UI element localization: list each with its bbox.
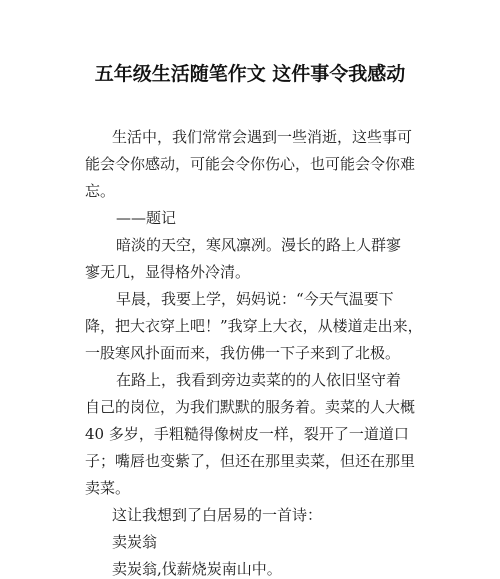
paragraph-line: 能会令你感动，可能会令你伤心，也可能会令你难 <box>85 155 416 173</box>
poem-line: 卖炭翁,伐薪烧炭南山中。 <box>112 560 282 578</box>
paragraph-line: 寥无几，显得格外冷清。 <box>85 263 251 281</box>
paragraph-line: 忘。 <box>85 182 116 200</box>
paragraph-line: 卖菜。 <box>85 479 131 497</box>
paragraph-line: 子；嘴唇也变紫了，但还在那里卖菜，但还在那里 <box>85 452 416 470</box>
paragraph-line: 一股寒风扑面而来，我仿佛一下子来到了北极。 <box>85 344 401 362</box>
paragraph-line: 自己的岗位，为我们默默的服务着。卖菜的人大概 <box>85 398 416 416</box>
paragraph-line: 暗淡的天空，寒风凛冽。漫长的路上人群寥 <box>116 236 402 254</box>
document-title: 五年级生活随笔作文 这件事令我感动 <box>94 63 406 85</box>
paragraph-line: 生活中，我们常常会遇到一些消逝，这些事可 <box>112 128 413 146</box>
epigraph-attribution: ——题记 <box>116 209 177 227</box>
paragraph-line: 降，把大衣穿上吧！”我穿上大衣，从楼道走出来， <box>85 317 423 335</box>
paragraph-line: 这让我想到了白居易的一首诗： <box>112 506 323 524</box>
poem-title: 卖炭翁 <box>112 533 158 551</box>
paragraph-line: 40 多岁，手粗糙得像树皮一样，裂开了一道道口 <box>85 425 409 443</box>
paragraph-line: 早晨，我要上学，妈妈说：“今天气温要下 <box>116 290 394 308</box>
paragraph-line: 在路上，我看到旁边卖菜的的人依旧坚守着 <box>116 371 402 389</box>
